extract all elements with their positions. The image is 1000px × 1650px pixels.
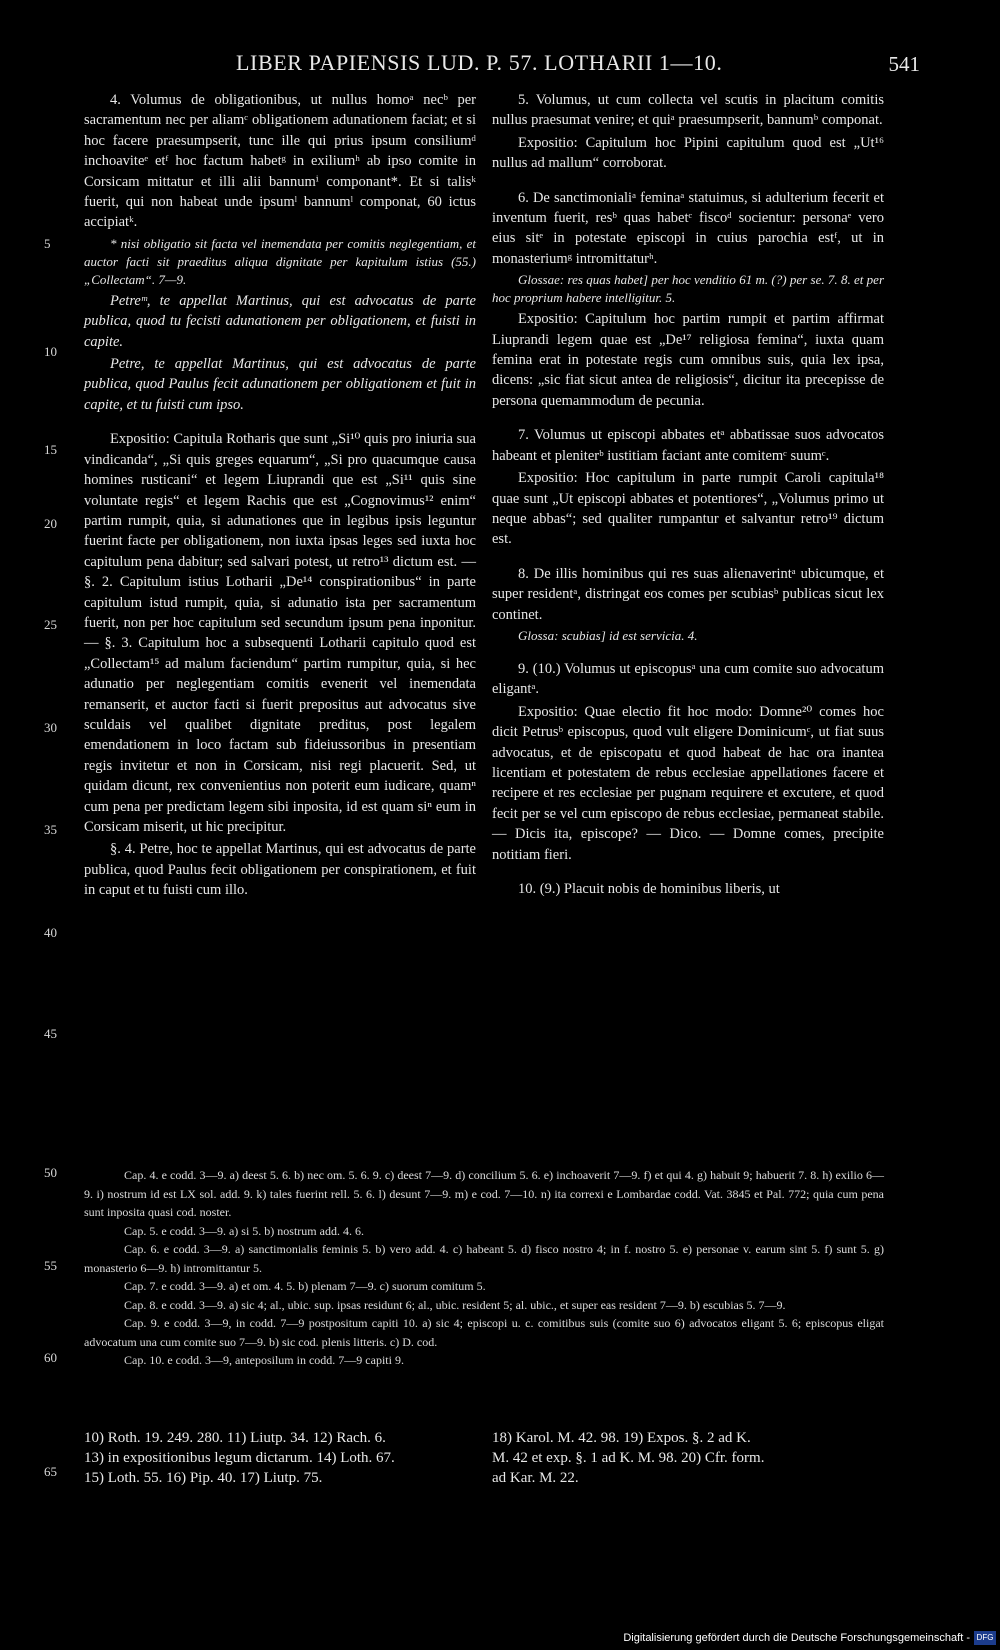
line-number: 45 bbox=[44, 1026, 57, 1041]
glossa-text: Glossa: scubias] id est servicia. 4. bbox=[518, 627, 698, 643]
apparatus-entry: Cap. 5. e codd. 3—9. a) si 5. b) nostrum add. 4. 6. bbox=[124, 1223, 364, 1238]
expositio-text: Expositio: Capitulum hoc Pipini capitulum quod est „Ut¹⁶ nullus ad mallum“ corroborat. bbox=[492, 134, 884, 172]
left-column bbox=[84, 90, 476, 903]
line-number: 60 bbox=[44, 1350, 57, 1365]
footnote-line: 18) Karol. M. 42. 98. 19) Expos. §. 2 ad K. bbox=[492, 1430, 751, 1446]
formula-text: Petre, te appellat Martinus, qui est advocatus de parte publica, quod Paulus fecit adunationem per obligationem et fuit in capite, et tu fuisti cum ipso. bbox=[84, 356, 476, 413]
line-number: 40 bbox=[44, 925, 57, 940]
line-number: 20 bbox=[44, 516, 57, 531]
chapter-4-text: 4. Volumus de obligationibus, ut nullus homoᵃ necᵇ per sacramentum nec per aliamᶜ obligationem adunationem faciat; et si hoc facere praesumpserit, tunc ille qui prius ipsum consiliumᵈ inchoaviteᵉ etᶠ hoc factum habetᵍ in exiliumʰ ab ipso comite in Corsicam mittatur et illi alii bannumⁱ componant*. Et si talisᵏ fuerit, qui non habeat unde ipsumˡ bannumˡ componat, 60 ictus accipiatᵏ. bbox=[84, 92, 476, 231]
chapter-9-text: 9. (10.) Volumus ut episcopusᵃ una cum comite suo advocatum eligantᵃ. bbox=[492, 660, 884, 698]
expositio-text: Expositio: Hoc capitulum in parte rumpit Caroli capitula¹⁸ quae sunt „Ut episcopi abbates et potentiores“, „Volumus primo ut neque abbas“; sed qualiter rumpantur et salvantur retro¹⁹ dictum est. bbox=[492, 470, 884, 548]
footnotes-right bbox=[492, 1428, 884, 1488]
formula-text: Petreᵐ, te appellat Martinus, qui est advocatus de parte publica, quod tu fecisti adunationem per obligationem, et fuisti in capite. bbox=[84, 292, 476, 350]
dfg-logo: DFG bbox=[974, 1631, 996, 1645]
page-header bbox=[0, 38, 1000, 78]
apparatus-entry: Cap. 7. e codd. 3—9. a) et om. 4. 5. b) plenam 7—9. c) suorum comitum 5. bbox=[124, 1279, 486, 1293]
right-column bbox=[492, 90, 884, 901]
line-number: 5 bbox=[44, 236, 51, 251]
gloss-note: * nisi obligatio sit facta vel inemendata per comitis neglegentiam, et auctor facti sit praeditus aliqua dignitate per kapitulum istius (55.) „Collectam“. 7—9. bbox=[84, 235, 476, 287]
line-number: 55 bbox=[44, 1258, 57, 1273]
expositio-text: Expositio: Quae electio fit hoc modo: Domne²⁰ comes hoc dicit Petrusᵇ episcopus, quod vult eligere Dominicumᶜ, ut fiat suus advocatus, et de episcopatu et quod habeat de hac ora inantea licentiam et potestatem de rebus ecclesiae appellationes facere et recipere et res ecclesiae per pugnam requirere et excutere, et quod fecit per se vel cum episcopo de rebus ecclesiae, permaneat stabile. — Dicis ita, episcope? — Dico. — Domne comes, precipite notitiam fieri. bbox=[492, 703, 884, 863]
footnote-line: M. 42 et exp. §. 1 ad K. M. 98. 20) Cfr. form. bbox=[492, 1450, 765, 1466]
page-number: 541 bbox=[888, 52, 920, 76]
chapter-8-text: 8. De illis hominibus qui res suas alienaverintᵃ ubicumque, et super residentᵃ, distringat eos comes per scubiasᵇ publicas sicut lex continet. bbox=[492, 565, 884, 623]
footnotes bbox=[84, 1428, 884, 1508]
main-text bbox=[84, 90, 884, 1157]
line-number: 65 bbox=[44, 1464, 57, 1479]
glossae-text: Glossae: res quas habet] per hoc venditio 61 m. (?) per se. 7. 8. et per hoc proprium habere intelligitur. 5. bbox=[492, 272, 884, 306]
apparatus-entry: Cap. 9. e codd. 3—9, in codd. 7—9 postpositum capiti 10. a) sic 4; episcopi u. c. comitibus suis (comite suo 6) advocatos eligant 5. 6; episcopus eligat advocatum una cum comite suo 7—9. b) sic cod. plenis litteris. c) D. cod. bbox=[84, 1316, 884, 1349]
apparatus-entry: Cap. 4. e codd. 3—9. a) deest 5. 6. b) nec om. 5. 6. 9. c) deest 7—9. d) concilium 5. 6. e) inchoaverit 7—9. f) et qui 4. g) habuit 9; habuerit 7. 8. h) exilio 6—9. i) nostrum id est LX sol. add. 9. k) tales fuerint rell. 5. 6. l) desunt 7—9. m) e cod. 7—10. n) ita correxi e Lombardae codd. Vat. 3845 et Pal. 772; quia cum pena sunt inposita quasi cod. noster. bbox=[84, 1168, 884, 1219]
running-title: LIBER PAPIENSIS LUD. P. 57. LOTHARII 1—10. bbox=[236, 50, 723, 75]
line-number: 50 bbox=[44, 1165, 57, 1180]
digitization-footer bbox=[0, 1628, 1000, 1650]
paragraph-4-text: §. 4. Petre, hoc te appellat Martinus, qui est advocatus de parte publica, quod Paulus fecit obligationem per conspirationem, et fuit in caput et tu fuisti cum illo. bbox=[84, 841, 476, 899]
critical-apparatus bbox=[84, 1166, 884, 1370]
line-number: 30 bbox=[44, 720, 57, 735]
line-number: 10 bbox=[44, 344, 57, 359]
footnote-line: ad Kar. M. 22. bbox=[492, 1470, 579, 1486]
line-number: 35 bbox=[44, 822, 57, 837]
line-number: 15 bbox=[44, 442, 57, 457]
footnotes-left bbox=[84, 1428, 476, 1488]
chapter-10-text: 10. (9.) Placuit nobis de hominibus liberis, ut bbox=[518, 881, 780, 897]
apparatus-entry: Cap. 10. e codd. 3—9, anteposilum in codd. 7—9 capiti 9. bbox=[124, 1353, 404, 1367]
footnote-line: 13) in expositionibus legum dictarum. 14) Loth. 67. bbox=[84, 1450, 395, 1466]
chapter-5-text: 5. Volumus, ut cum collecta vel scutis in placitum comitis nullus praesumat venire; et quiᵃ praesumpserit, bannumᵇ componat. bbox=[492, 92, 884, 129]
line-number-margin bbox=[44, 90, 74, 1550]
chapter-6-text: 6. De sanctimonialiᵃ feminaᵃ statuimus, si adulterium fecerit et inventum fuerit, resᵇ quas habetᶜ fiscoᵈ socientur: personaᵉ vero eius sitᵉ in potestate episcopi in cuius parochia estᶠ, ut in monasteriumᵍ intromittaturʰ. bbox=[492, 189, 884, 267]
apparatus-entry: Cap. 6. e codd. 3—9. a) sanctimonialis feminis 5. b) vero add. 4. c) habeant 5. d) fisco nostro 4; in f. nostro 5. e) personae v. earum sint 5. f) sunt 5. g) monasterio 6—9. h) intromittantur 5. bbox=[84, 1242, 884, 1275]
footnote-line: 15) Loth. 55. 16) Pip. 40. 17) Liutp. 75. bbox=[84, 1470, 323, 1486]
line-number: 25 bbox=[44, 617, 57, 632]
apparatus-entry: Cap. 8. e codd. 3—9. a) sic 4; al., ubic. sup. ipsas residunt 6; al., ubic. resident 5; al. ubic., et super eas resident 7—9. b) escubias 5. 7—9. bbox=[124, 1297, 786, 1312]
footnote-line: 10) Roth. 19. 249. 280. 11) Liutp. 34. 12) Rach. 6. bbox=[84, 1430, 386, 1446]
chapter-7-text: 7. Volumus ut episcopi abbates etᵃ abbatissae suos advocatos habeant et pleniterᵇ iustitiam faciant ante comitemᶜ suumᶜ. bbox=[492, 427, 884, 464]
expositio-text: Expositio: Capitulum hoc partim rumpit et partim affirmat Liuprandi legem quae est „De¹⁷ religiosa femina“, iuxta quam femina erat in potestate regis cum omnibus suis, quia lex ipsa, dicens: „sic fiat sicut antea de religiosis“, dicitur ita precepisse de persona quemammodum de pecunia. bbox=[492, 311, 884, 409]
expositio-text: Expositio: Capitula Rotharis que sunt „Si¹⁰ quis pro iniuria sua vindicanda“, „Si quis greges equarum“, „Si pro quacumque causa homines rusticani“ et legem Liuprandi que est „Si¹¹ quis sine voluntate regis“ et legem Rachis que est „Cognovimus¹² enim“ partim rumpit, quia, si adunationes que in legibus ipsis leguntur fuerint facte per obligationem, non iuxta ipsas leges sed iuxta hoc capitulum pena dabitur; sed salvari potest, ut retro¹³ dictum est. — §. 2. Capitulum istius Lotharii „De¹⁴ conspirationibus“ in parte capitulum istud rumpit, quia, si adunatio ista per sacramentum fuerit, non per hoc capitulum sed secundum ipsum pena inponitur. — §. 3. Capitulum hoc a subsequenti Lotharii capitulo quod est „Collectam¹⁵ ad malum faciendum“ partim rumpitur, quia, si hec adunatio per neglegentiam comitis evenerit vel inemendata remanserit, et auctor facti si fuerit prepositus aut advocatus sive sculdais vel qualibet dignitate preditus, post legalem emendationem in loco factam sub fideiussoribus in presentiam regis invitetur et non in Corsicam, nisi regi placuerit. Sed, ut quidam dicunt, rex convenientius non poterit eum iudicare, quamⁿ cum pena per predictam legem sibi inposita, id est quam siⁿ eum in Corsicam miserit, ut hic precipitur. bbox=[84, 431, 476, 835]
funding-credit: Digitalisierung gefördert durch die Deutsche Forschungsgemeinschaft - bbox=[623, 1632, 970, 1644]
